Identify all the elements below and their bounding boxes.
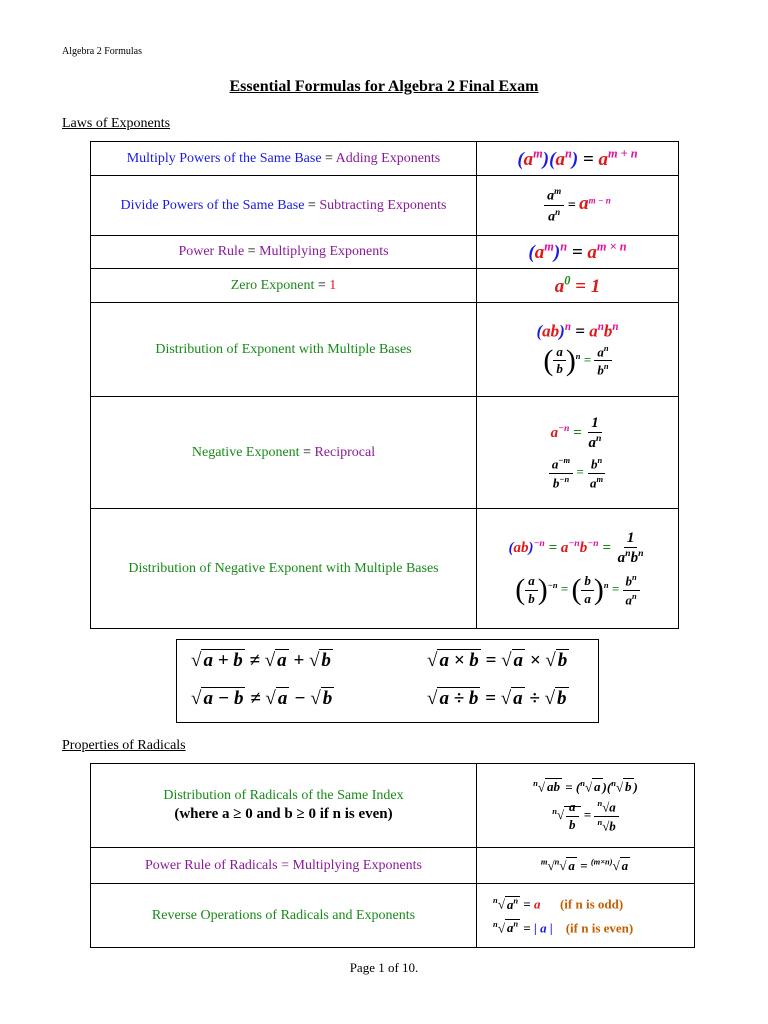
formula: √ a × b = √ a × √ b: [427, 650, 568, 671]
section-heading-radicals: Properties of Radicals: [62, 738, 186, 753]
formula: $^n$√ $a^n = a$ (if n is odd) $^n$√ $a^n$ = | a | (if n is even): [477, 884, 695, 948]
radicals-table: [90, 763, 695, 948]
formula: $^m$√$^n$√ a = $^{(m\times n)}$√ a: [477, 848, 695, 884]
table-row: Distribution of Radicals of the Same Index (where a ≥ 0 and b ≥ 0 if n is even) $^n$√ ab = ($^n$√ a )($^n$√ b ) $^n$√ $\frac{a}{b}$ = $\frac{^n√a}{^n√b}$: [91, 764, 695, 848]
formula: $(a^m)^n = a^{m \times n}$: [477, 236, 679, 269]
page-title: Essential Formulas for Algebra 2 Final Exam: [229, 78, 539, 95]
exponents-table: [90, 141, 679, 629]
radical-identities-box: [176, 639, 599, 723]
table-row: Multiply Powers of the Same Base = Adding Exponents $(a^m)(a^n) = a^{m + n}$: [91, 142, 679, 176]
formula: $(ab)^n = a^nb^n$ ( $\frac{a}{b}$ )$^n$ = $\frac{a^n}{b^n}$: [477, 303, 679, 397]
formula: √ a − b ≠ √ a − √ b: [191, 688, 333, 709]
formula: √ a ÷ b = √ a ÷ √ b: [427, 688, 567, 709]
table-row: Divide Powers of the Same Base = Subtracting Exponents $\frac{a^m}{a^n}$ = $a^{m - n}$: [91, 176, 679, 236]
table-row: Power Rule = Multiplying Exponents $(a^m)^n = a^{m \times n}$: [91, 236, 679, 269]
table-row: Negative Exponent = Reciprocal $a^{-n}$ = $\frac{1}{a^n}$ $\frac{a^{-m}}{b^{-n}}$ = $\frac{b^n}{a^m}$: [91, 397, 679, 509]
formula: $^n$√ ab = ($^n$√ a )($^n$√ b ) $^n$√ $\frac{a}{b}$ = $\frac{^n√a}{^n√b}$: [477, 764, 695, 848]
table-row: Distribution of Negative Exponent with Multiple Bases $(ab)^{-n} = a^{-n}b^{-n}$ = $\frac{1}{a^nb^n}$ ( $\frac{a}{b}$ )$^{-n}$ = ( $\frac{b}{a}$ )$^n$ = $\frac{b^n}{a^n}$: [91, 509, 679, 629]
formula: $\frac{a^m}{a^n}$ = $a^{m - n}$: [477, 176, 679, 236]
page-header: Algebra 2 Formulas: [62, 46, 142, 57]
table-row: Distribution of Exponent with Multiple Bases $(ab)^n = a^nb^n$ ( $\frac{a}{b}$ )$^n$ = $\frac{a^n}{b^n}$: [91, 303, 679, 397]
rule-name: Multiply Powers of the Same Base: [126, 150, 322, 166]
formula: $a^{-n}$ = $\frac{1}{a^n}$ $\frac{a^{-m}}{b^{-n}}$ = $\frac{b^n}{a^m}$: [477, 397, 679, 509]
table-row: Reverse Operations of Radicals and Exponents $^n$√ $a^n = a$ (if n is odd) $^n$√ $a^n$ = | a | (if n is even): [91, 884, 695, 948]
rule-meaning: Adding Exponents: [335, 150, 441, 166]
page-footer: Page 1 of 10.: [349, 960, 419, 975]
formula: $(a^m)(a^n) = a^{m + n}$: [477, 142, 679, 176]
formula: $(ab)^{-n} = a^{-n}b^{-n}$ = $\frac{1}{a^nb^n}$ ( $\frac{a}{b}$ )$^{-n}$ = ( $\frac{b}{a}$ )$^n$ = $\frac{b^n}{a^n}$: [477, 509, 679, 629]
section-heading-exponents: Laws of Exponents: [62, 116, 171, 131]
formula: √ a + b ≠ √ a + √ b: [191, 650, 331, 671]
table-row: Power Rule of Radicals = Multiplying Exponents $^m$√$^n$√ a = $^{(m\times n)}$√ a: [91, 848, 695, 884]
table-row: Zero Exponent = 1 $a^0 = 1$: [91, 269, 679, 303]
formula: $a^0 = 1$: [477, 269, 679, 303]
